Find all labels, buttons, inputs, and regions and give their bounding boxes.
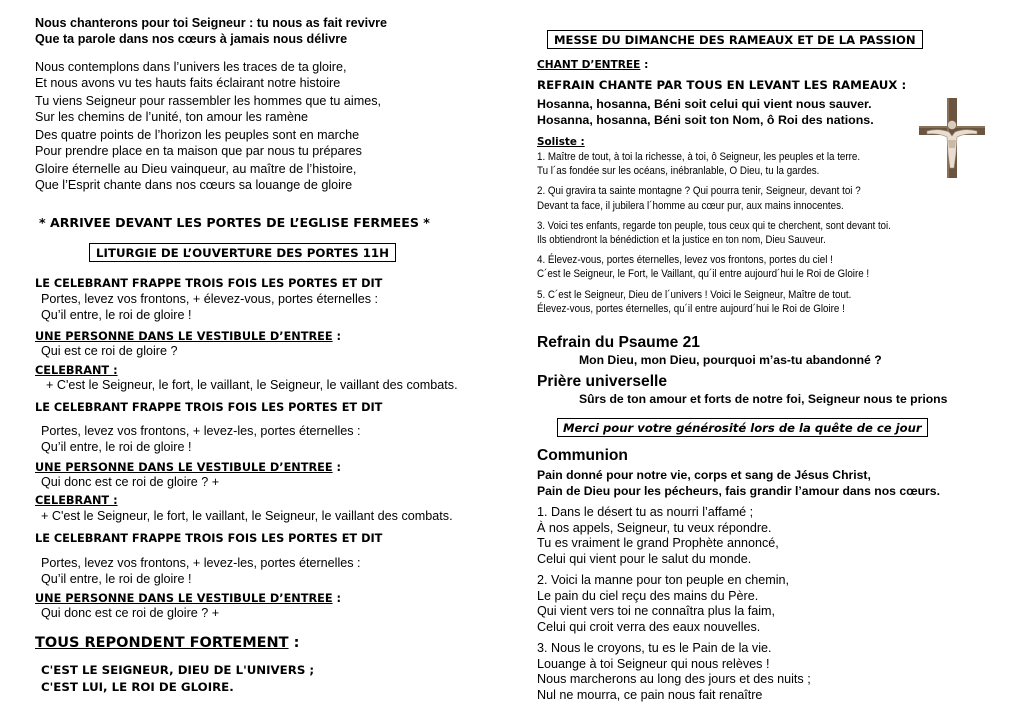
stanza: [35, 60, 381, 91]
soliste-verse: [537, 184, 939, 212]
verse-line: 5. C´est le Seigneur, Dieu de l´univers ! Voici le Seigneur, Maître de tout.: [537, 288, 852, 301]
colon: :: [640, 59, 649, 71]
verse-line: 1. Dans le désert tu as nourri l’affamé ;: [537, 505, 754, 519]
stanza: [35, 128, 381, 159]
stanza-line: Pour prendre place en ta maison que par nous tu prépares: [35, 143, 362, 158]
title-box-wrap: [547, 30, 923, 49]
stanza-line: Tu viens Seigneur pour rassembler les hommes que tu aimes,: [35, 94, 382, 108]
soliste-label: [537, 135, 585, 150]
psalm-title: Refrain du Psaume 21: [537, 334, 700, 351]
final-line: C'EST LUI, LE ROI DE GLOIRE.: [41, 680, 234, 694]
final-acclamation: [41, 662, 314, 696]
verse-block: [35, 556, 361, 587]
hymn-stanzas: [35, 60, 381, 193]
answer-line: + C'est le Seigneur, le fort, le vaillant, le Seigneur, le vaillant des combats.: [41, 509, 453, 523]
verse-line: 1. Maître de tout, à toi la richesse, à toi, ô Seigneur, les peuples et la terre.: [537, 151, 861, 163]
verse-line: Celui qui croit verra des eaux nouvelles.: [537, 619, 761, 634]
colon: :: [332, 330, 342, 343]
communion-refrain-line: Pain donné pour notre vie, corps et sang de Jésus Christ,: [537, 468, 871, 482]
communion-refrain: [537, 468, 940, 499]
soliste-verses: [537, 150, 939, 316]
soliste-verse: [537, 253, 939, 281]
all-respond-text: TOUS REPONDENT FORTEMENT: [35, 635, 289, 651]
person-vestibule-label: [35, 461, 341, 476]
verse-line: Celui qui vient pour le salut du monde.: [537, 551, 752, 566]
thanks-box-wrap: [557, 418, 928, 437]
verse-line: Louange à toi Seigneur qui nous relèves !: [537, 656, 770, 671]
hosanna-line: Hosanna, hosanna, Béni soit ton Nom, ô Roi des nations.: [537, 113, 874, 127]
refrain-title: REFRAIN CHANTE PAR TOUS EN LEVANT LES RAMEAUX :: [537, 78, 907, 92]
verse-line: Nous marcherons au long des jours et des nuits ;: [537, 672, 811, 686]
communion-verse: [537, 641, 811, 703]
psalm-refrain: Mon Dieu, mon Dieu, pourquoi m’as-tu abandonné ?: [579, 353, 882, 367]
final-line: C'EST LE SEIGNEUR, DIEU DE L'UNIVERS ;: [41, 663, 315, 677]
communion-verses: [537, 505, 811, 703]
communion-title: Communion: [537, 447, 628, 464]
verse-line: Élevez-vous, portes éternelles, qu´il entre aujourd´hui le Roi de Gloire !: [537, 302, 845, 315]
verse-line: Qu’il entre, le roi de gloire !: [41, 307, 192, 322]
verse-line: Devant ta face, il jubilera l´homme au cœur pur, aux mains innocentes.: [537, 199, 844, 212]
chant-label: [537, 58, 648, 73]
arrival-heading: * ARRIVEE DEVANT LES PORTES DE L’EGLISE FERMEES *: [39, 215, 430, 230]
verse-block: [35, 424, 361, 455]
celebrant-label: CELEBRANT :: [35, 494, 118, 507]
hosanna-refrain: [537, 96, 874, 128]
verse-block: [35, 292, 378, 323]
colon: :: [332, 592, 342, 605]
colon: :: [288, 635, 300, 651]
verse-line: Qu’il entre, le roi de gloire !: [41, 571, 192, 586]
verse-line: Qu’il entre, le roi de gloire !: [41, 439, 192, 454]
stanza-line: Nous contemplons dans l’univers les traces de ta gloire,: [35, 60, 347, 74]
stanza-line: Gloire éternelle au Dieu vainqueur, au maître de l’histoire,: [35, 162, 357, 176]
verse-line: Nul ne mourra, ce pain nous fait renaître: [537, 687, 763, 702]
verse-line: À nos appels, Seigneur, tu veux répondre.: [537, 520, 772, 535]
celebrant-knocks-heading: LE CELEBRANT FRAPPE TROIS FOIS LES PORTES ET DIT: [35, 532, 383, 545]
soliste-text: Soliste :: [537, 136, 585, 148]
verse-line: Tu es vraiment le grand Prophète annoncé,: [537, 536, 779, 550]
colon: :: [332, 461, 342, 474]
intro-line: Que ta parole dans nos cœurs à jamais nous délivre: [35, 31, 348, 46]
liturgy-box-wrap: [89, 243, 396, 262]
answer-line: + C'est le Seigneur, le fort, le vaillant, le Seigneur, le vaillant des combats.: [46, 378, 458, 392]
hosanna-line: Hosanna, hosanna, Béni soit celui qui vient nous sauver.: [537, 97, 872, 111]
verse-line: Qui vient vers toi ne connaîtra plus la faim,: [537, 604, 775, 618]
verse-line: Tu l´as fondée sur les océans, inébranlable, O Dieu, tu la gardes.: [537, 165, 820, 178]
stanza-line: Et nous avons vu tes hauts faits éclairant notre histoire: [35, 75, 341, 90]
person-vestibule-label: [35, 330, 341, 345]
verse-line: C´est le Seigneur, le Fort, le Vaillant, qu´il entre aujourd´hui le Roi de Gloire !: [537, 268, 870, 281]
person-vestibule-text: UNE PERSONNE DANS LE VESTIBULE D’ENTREE: [35, 592, 333, 605]
person-vestibule-text: UNE PERSONNE DANS LE VESTIBULE D’ENTREE: [35, 461, 333, 474]
prayer-title: Prière universelle: [537, 373, 668, 390]
verse-line: 3. Nous le croyons, tu es le Pain de la vie.: [537, 641, 772, 655]
verse-line: Portes, levez vos frontons, + levez-les, portes éternelles :: [41, 424, 361, 438]
soliste-verse: [537, 219, 939, 247]
communion-refrain-line: Pain de Dieu pour les pécheurs, fais grandir l’amour dans nos cœurs.: [537, 483, 940, 498]
soliste-verse: [537, 288, 939, 316]
prayer-refrain: Sûrs de ton amour et forts de notre foi, Seigneur nous te prions: [579, 392, 948, 406]
verse-line: 4. Élevez-vous, portes éternelles, levez vos frontons, portes du ciel !: [537, 254, 833, 267]
verse-line: 3. Voici tes enfants, regarde ton peuple, tous ceux qui te cherchent, sont devant toi.: [537, 219, 891, 232]
stanza-line: Que l’Esprit chante dans nos cœurs sa louange de gloire: [35, 177, 353, 192]
verse-line: Le pain du ciel reçu des mains du Père.: [537, 588, 759, 603]
stanza-line: Des quatre points de l’horizon les peuples sont en marche: [35, 128, 360, 142]
person-vestibule-text: UNE PERSONNE DANS LE VESTIBULE D’ENTREE: [35, 330, 333, 343]
verse-line: Ils obtiendront la bénédiction et la justice en ton nom, Dieu Sauveur.: [537, 234, 826, 247]
person-vestibule-label: [35, 592, 341, 607]
all-respond-heading: [35, 634, 299, 653]
intro-refrain: [35, 16, 387, 47]
stanza: [35, 94, 381, 125]
mass-title-box: MESSE DU DIMANCHE DES RAMEAUX ET DE LA PASSION: [547, 30, 923, 49]
question-line: Qui est ce roi de gloire ?: [41, 344, 178, 358]
celebrant-knocks-heading: LE CELEBRANT FRAPPE TROIS FOIS LES PORTES ET DIT: [35, 277, 383, 290]
verse-line: Portes, levez vos frontons, + levez-les, portes éternelles :: [41, 556, 361, 570]
verse-line: Portes, levez vos frontons, + élevez-vous, portes éternelles :: [41, 292, 379, 306]
communion-verse: [537, 573, 811, 635]
question-line: Qui donc est ce roi de gloire ? +: [41, 606, 220, 620]
intro-line: Nous chanterons pour toi Seigneur : tu nous as fait revivre: [35, 16, 387, 30]
communion-verse: [537, 505, 811, 567]
liturgy-box: LITURGIE DE L’OUVERTURE DES PORTES 11H: [89, 243, 396, 262]
stanza: [35, 162, 381, 193]
question-line: Qui donc est ce roi de gloire ? +: [41, 475, 220, 489]
celebrant-label: CELEBRANT :: [35, 364, 118, 377]
soliste-verse: [537, 150, 939, 178]
stanza-line: Sur les chemins de l’unité, ton amour les ramène: [35, 109, 308, 124]
verse-line: 2. Voici la manne pour ton peuple en chemin,: [537, 573, 790, 587]
celebrant-knocks-heading: LE CELEBRANT FRAPPE TROIS FOIS LES PORTES ET DIT: [35, 401, 383, 414]
verse-line: 2. Qui gravira ta sainte montagne ? Qui pourra tenir, Seigneur, devant toi ?: [537, 185, 861, 198]
chant-label-text: CHANT D’ENTREE: [537, 59, 641, 71]
thanks-box: Merci pour votre générosité lors de la quête de ce jour: [557, 418, 928, 437]
